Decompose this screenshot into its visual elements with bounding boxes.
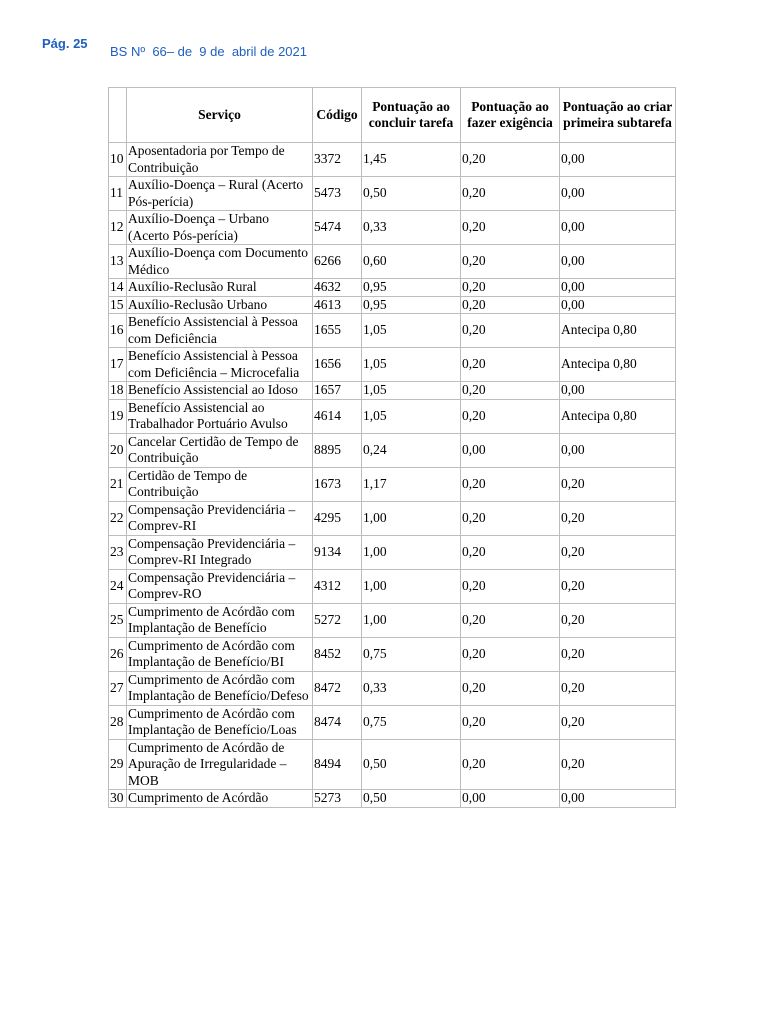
- score-concluir: 0,50: [362, 790, 461, 808]
- row-number: 16: [109, 314, 127, 348]
- row-number: 25: [109, 603, 127, 637]
- score-concluir: 0,75: [362, 637, 461, 671]
- table-row: [109, 671, 676, 705]
- row-number: 10: [109, 143, 127, 177]
- service-name: Cumprimento de Acórdão com Implantação de Benefício/Loas: [127, 705, 313, 739]
- score-concluir: 0,33: [362, 671, 461, 705]
- table-row: [109, 245, 676, 279]
- score-exigencia: 0,20: [461, 603, 560, 637]
- table-row: [109, 535, 676, 569]
- service-name: Auxílio-Reclusão Urbano: [127, 296, 313, 314]
- table-row: [109, 279, 676, 297]
- score-subtarefa: 0,20: [560, 569, 676, 603]
- score-subtarefa: Antecipa 0,80: [560, 348, 676, 382]
- score-concluir: 1,17: [362, 467, 461, 501]
- table-row: [109, 177, 676, 211]
- row-number: 20: [109, 433, 127, 467]
- column-header-pontuacao-concluir: Pontuação ao concluir tarefa: [362, 88, 461, 143]
- score-exigencia: 0,20: [461, 671, 560, 705]
- score-exigencia: 0,20: [461, 143, 560, 177]
- score-concluir: 1,00: [362, 569, 461, 603]
- score-subtarefa: 0,00: [560, 245, 676, 279]
- table-row: [109, 467, 676, 501]
- score-subtarefa: 0,20: [560, 637, 676, 671]
- service-name: Auxílio-Reclusão Rural: [127, 279, 313, 297]
- table-row: [109, 348, 676, 382]
- row-number: 24: [109, 569, 127, 603]
- row-number: 21: [109, 467, 127, 501]
- column-header-servico: Serviço: [127, 88, 313, 143]
- service-code: 9134: [313, 535, 362, 569]
- score-concluir: 1,05: [362, 348, 461, 382]
- service-code: 1673: [313, 467, 362, 501]
- service-code: 1655: [313, 314, 362, 348]
- row-number: 13: [109, 245, 127, 279]
- row-number: 19: [109, 399, 127, 433]
- score-subtarefa: 0,00: [560, 211, 676, 245]
- service-name: Compensação Previdenciária – Comprev-RO: [127, 569, 313, 603]
- service-name: Benefício Assistencial à Pessoa com Deficiência: [127, 314, 313, 348]
- score-subtarefa: 0,00: [560, 177, 676, 211]
- service-name: Certidão de Tempo de Contribuição: [127, 467, 313, 501]
- score-concluir: 0,50: [362, 177, 461, 211]
- score-exigencia: 0,20: [461, 177, 560, 211]
- service-name: Cumprimento de Acórdão com Implantação de Benefício/BI: [127, 637, 313, 671]
- service-code: 5474: [313, 211, 362, 245]
- table-row: [109, 296, 676, 314]
- score-concluir: 0,33: [362, 211, 461, 245]
- score-exigencia: 0,00: [461, 790, 560, 808]
- service-name: Auxílio-Doença com Documento Médico: [127, 245, 313, 279]
- bulletin-reference: BS Nº 66– de 9 de abril de 2021: [110, 44, 307, 59]
- score-concluir: 1,00: [362, 535, 461, 569]
- score-concluir: 1,00: [362, 603, 461, 637]
- score-subtarefa: 0,00: [560, 279, 676, 297]
- row-number: 23: [109, 535, 127, 569]
- table-row: [109, 739, 676, 790]
- service-name: Cumprimento de Acórdão com Implantação de Benefício/Defeso: [127, 671, 313, 705]
- service-code: 5272: [313, 603, 362, 637]
- score-exigencia: 0,20: [461, 279, 560, 297]
- score-exigencia: 0,20: [461, 314, 560, 348]
- page-number: [42, 36, 88, 51]
- score-exigencia: 0,20: [461, 245, 560, 279]
- score-subtarefa: 0,20: [560, 705, 676, 739]
- score-exigencia: 0,20: [461, 569, 560, 603]
- service-name: Cumprimento de Acórdão de Apuração de Irregularidade – MOB: [127, 739, 313, 790]
- score-concluir: 0,95: [362, 279, 461, 297]
- service-name: Compensação Previdenciária – Comprev-RI Integrado: [127, 535, 313, 569]
- column-header-number: [109, 88, 127, 143]
- row-number: 18: [109, 382, 127, 400]
- score-subtarefa: 0,20: [560, 467, 676, 501]
- service-name: Cancelar Certidão de Tempo de Contribuição: [127, 433, 313, 467]
- score-exigencia: 0,20: [461, 348, 560, 382]
- service-name: Aposentadoria por Tempo de Contribuição: [127, 143, 313, 177]
- score-concluir: 0,24: [362, 433, 461, 467]
- row-number: 22: [109, 501, 127, 535]
- score-subtarefa: 0,20: [560, 671, 676, 705]
- service-code: 4295: [313, 501, 362, 535]
- score-subtarefa: 0,20: [560, 739, 676, 790]
- service-code: 4632: [313, 279, 362, 297]
- table-row: [109, 705, 676, 739]
- row-number: 29: [109, 739, 127, 790]
- service-name: Cumprimento de Acórdão: [127, 790, 313, 808]
- score-subtarefa: 0,00: [560, 296, 676, 314]
- service-code: 4312: [313, 569, 362, 603]
- score-concluir: 1,45: [362, 143, 461, 177]
- score-concluir: 0,95: [362, 296, 461, 314]
- score-exigencia: 0,20: [461, 739, 560, 790]
- score-subtarefa: 0,00: [560, 143, 676, 177]
- score-exigencia: 0,20: [461, 467, 560, 501]
- score-subtarefa: 0,20: [560, 501, 676, 535]
- score-exigencia: 0,20: [461, 535, 560, 569]
- row-number: 27: [109, 671, 127, 705]
- row-number: 12: [109, 211, 127, 245]
- score-concluir: 0,50: [362, 739, 461, 790]
- score-exigencia: 0,20: [461, 705, 560, 739]
- table-row: [109, 637, 676, 671]
- score-concluir: 0,75: [362, 705, 461, 739]
- table-row: [109, 790, 676, 808]
- page-label: Pág. 25: [42, 36, 88, 51]
- service-code: 8895: [313, 433, 362, 467]
- row-number: 30: [109, 790, 127, 808]
- score-concluir: 1,05: [362, 314, 461, 348]
- score-subtarefa: 0,20: [560, 535, 676, 569]
- service-code: 8474: [313, 705, 362, 739]
- table-row: [109, 143, 676, 177]
- service-name: Auxílio-Doença – Rural (Acerto Pós-perícia): [127, 177, 313, 211]
- score-concluir: 1,05: [362, 382, 461, 400]
- score-exigencia: 0,20: [461, 296, 560, 314]
- score-subtarefa: 0,00: [560, 433, 676, 467]
- service-name: Compensação Previdenciária – Comprev-RI: [127, 501, 313, 535]
- score-exigencia: 0,20: [461, 501, 560, 535]
- score-subtarefa: 0,00: [560, 790, 676, 808]
- score-subtarefa: Antecipa 0,80: [560, 314, 676, 348]
- row-number: 17: [109, 348, 127, 382]
- service-name: Benefício Assistencial à Pessoa com Deficiência – Microcefalia: [127, 348, 313, 382]
- score-subtarefa: Antecipa 0,80: [560, 399, 676, 433]
- service-code: 8452: [313, 637, 362, 671]
- service-code: 8472: [313, 671, 362, 705]
- row-number: 14: [109, 279, 127, 297]
- service-name: Benefício Assistencial ao Idoso: [127, 382, 313, 400]
- row-number: 11: [109, 177, 127, 211]
- services-table: [108, 87, 676, 808]
- service-name: Cumprimento de Acórdão com Implantação de Benefício: [127, 603, 313, 637]
- score-subtarefa: 0,00: [560, 382, 676, 400]
- table-row: [109, 501, 676, 535]
- score-exigencia: 0,20: [461, 211, 560, 245]
- score-exigencia: 0,20: [461, 637, 560, 671]
- column-header-pontuacao-exigencia: Pontuação ao fazer exigência: [461, 88, 560, 143]
- service-code: 5273: [313, 790, 362, 808]
- score-concluir: 1,00: [362, 501, 461, 535]
- score-subtarefa: 0,20: [560, 603, 676, 637]
- table-row: [109, 211, 676, 245]
- table-header-row: [109, 88, 676, 143]
- service-code: 4613: [313, 296, 362, 314]
- table-row: [109, 433, 676, 467]
- score-exigencia: 0,20: [461, 382, 560, 400]
- service-code: 4614: [313, 399, 362, 433]
- row-number: 28: [109, 705, 127, 739]
- service-name: Benefício Assistencial ao Trabalhador Portuário Avulso: [127, 399, 313, 433]
- service-code: 5473: [313, 177, 362, 211]
- service-code: 3372: [313, 143, 362, 177]
- column-header-codigo: Código: [313, 88, 362, 143]
- service-code: 1656: [313, 348, 362, 382]
- service-code: 1657: [313, 382, 362, 400]
- score-exigencia: 0,20: [461, 399, 560, 433]
- score-concluir: 1,05: [362, 399, 461, 433]
- table-row: [109, 382, 676, 400]
- table-row: [109, 569, 676, 603]
- column-header-pontuacao-subtarefa: Pontuação ao criar primeira subtarefa: [560, 88, 676, 143]
- row-number: 15: [109, 296, 127, 314]
- service-code: 6266: [313, 245, 362, 279]
- service-code: 8494: [313, 739, 362, 790]
- table-row: [109, 314, 676, 348]
- row-number: 26: [109, 637, 127, 671]
- score-exigencia: 0,00: [461, 433, 560, 467]
- table-row: [109, 603, 676, 637]
- service-name: Auxílio-Doença – Urbano (Acerto Pós-perícia): [127, 211, 313, 245]
- score-concluir: 0,60: [362, 245, 461, 279]
- table-row: [109, 399, 676, 433]
